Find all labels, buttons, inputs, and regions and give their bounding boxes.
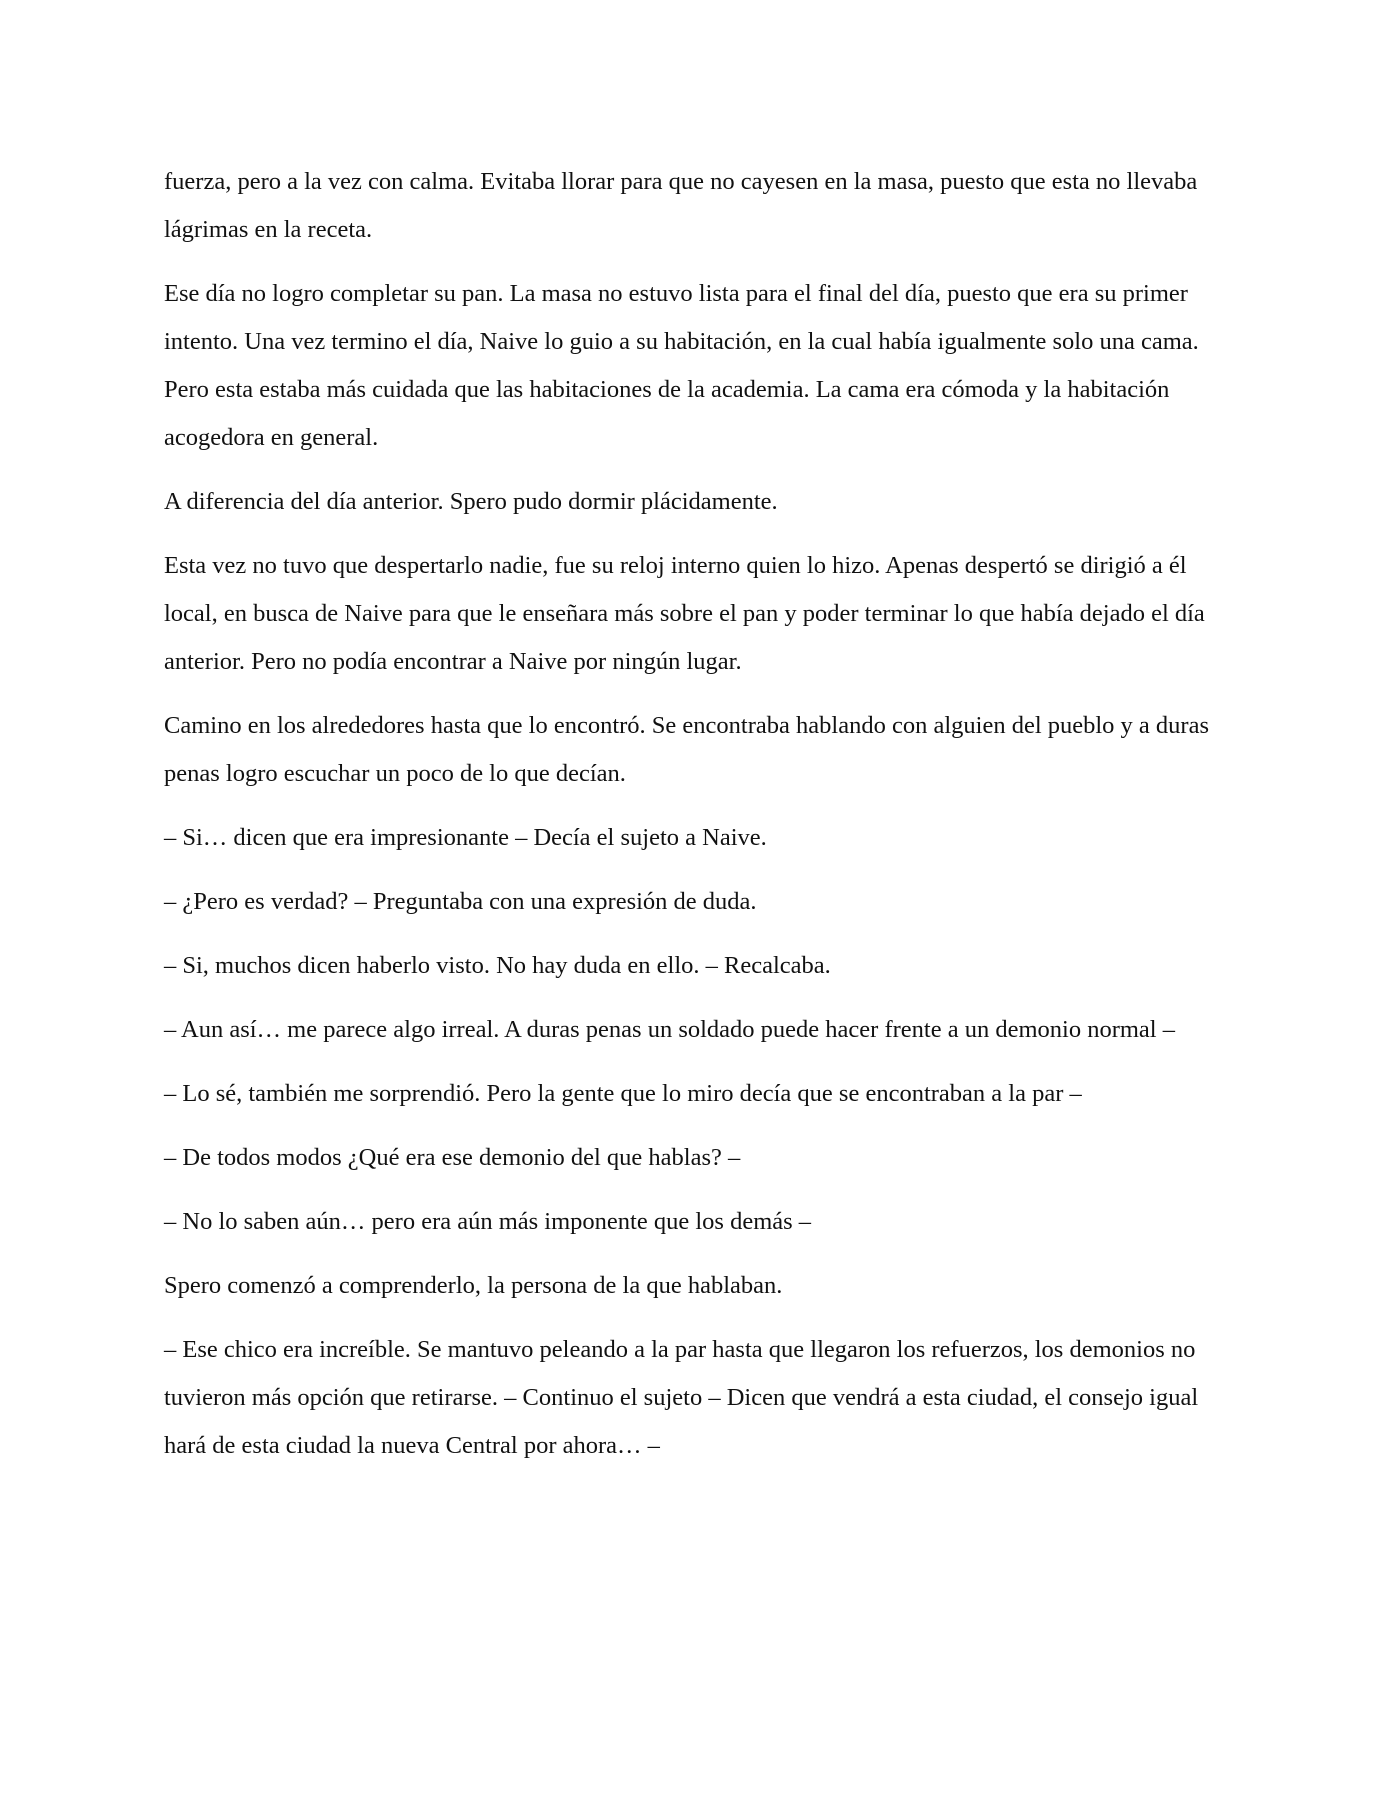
dialogue-line: – No lo saben aún… pero era aún más imponente que los demás – — [164, 1208, 812, 1235]
dialogue-line: – Ese chico era increíble. Se mantuvo peleando a la par hasta que llegaron los refuerzos, los demonios no tuvieron más opción que retirarse. – Continuo el sujeto – Dicen que vendrá a esta ciudad, el consejo igual hará de esta ciudad la nueva Central por ahora… – — [164, 1336, 1199, 1459]
dialogue-line: – ¿Pero es verdad? – Preguntaba con una expresión de duda. — [164, 888, 757, 915]
paragraph: fuerza, pero a la vez con calma. Evitaba llorar para que no cayesen en la masa, puesto que esta no llevaba lágrimas en la receta. — [164, 168, 1198, 243]
paragraph: Ese día no logro completar su pan. La masa no estuvo lista para el final del día, puesto que era su primer intento. Una vez termino el día, Naive lo guio a su habitación, en la cual había igualmente solo una cama. Pero esta estaba más cuidada que las habitaciones de la academia. La cama era cómoda y la habitación acogedora en general. — [164, 280, 1199, 451]
document-page — [164, 158, 1244, 1486]
dialogue-line: – Aun así… me parece algo irreal. A duras penas un soldado puede hacer frente a un demonio normal – — [164, 1016, 1175, 1043]
paragraph: A diferencia del día anterior. Spero pudo dormir plácidamente. — [164, 488, 778, 515]
paragraph: Spero comenzó a comprenderlo, la persona de la que hablaban. — [164, 1272, 783, 1299]
dialogue-line: – De todos modos ¿Qué era ese demonio del que hablas? – — [164, 1144, 741, 1171]
paragraph: Esta vez no tuvo que despertarlo nadie, fue su reloj interno quien lo hizo. Apenas despertó se dirigió a él local, en busca de Naive para que le enseñara más sobre el pan y poder terminar lo que había dejado el día anterior. Pero no podía encontrar a Naive por ningún lugar. — [164, 552, 1205, 675]
dialogue-line: – Si, muchos dicen haberlo visto. No hay duda en ello. – Recalcaba. — [164, 952, 831, 979]
dialogue-line: – Si… dicen que era impresionante – Decía el sujeto a Naive. — [164, 824, 767, 851]
paragraph: Camino en los alrededores hasta que lo encontró. Se encontraba hablando con alguien del pueblo y a duras penas logro escuchar un poco de lo que decían. — [164, 712, 1209, 787]
dialogue-line: – Lo sé, también me sorprendió. Pero la gente que lo miro decía que se encontraban a la par – — [164, 1080, 1082, 1107]
